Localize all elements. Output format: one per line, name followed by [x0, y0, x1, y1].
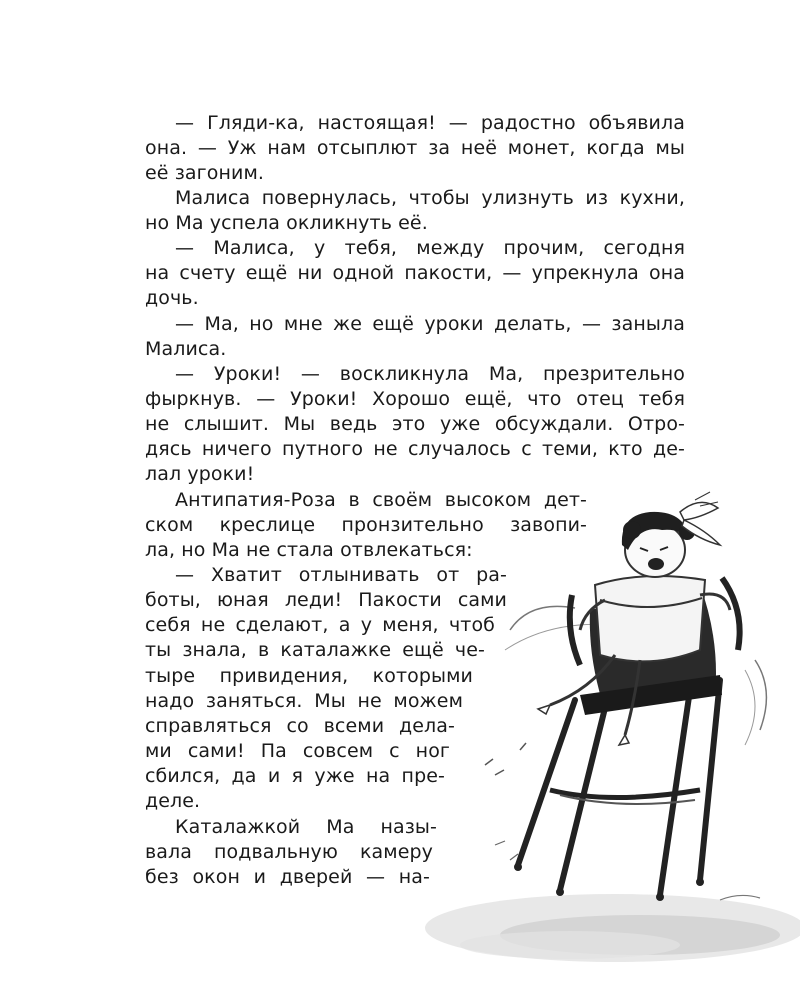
- text-line: дочь.: [145, 287, 199, 309]
- text-line: — Хватит отлынивать от ра-: [175, 564, 507, 586]
- text-line: лал уроки!: [145, 463, 255, 485]
- text-line: — Гляди-ка, настоящая! — радостно объявила: [175, 112, 685, 134]
- text-line: на счету ещё ни одной пакости, — упрекнула она: [145, 262, 685, 284]
- text-line: тыре привидения, которыми: [145, 665, 473, 687]
- text-line: Каталажкой Ма назы-: [175, 816, 437, 838]
- text-line: боты, юная леди! Пакости сами: [145, 589, 507, 611]
- text-line: Антипатия-Роза в своём высоком дет-: [175, 489, 587, 511]
- text-line: ла, но Ма не стала отвлекаться:: [145, 539, 473, 561]
- text-line: сбился, да и я уже на пре-: [145, 765, 445, 787]
- text-line: не слышит. Мы ведь это уже обсуждали. Отро-: [145, 413, 685, 435]
- text-line: себя не сделают, а у меня, чтоб: [145, 614, 495, 636]
- text-line: надо заняться. Мы не можем: [145, 690, 463, 712]
- text-line: она. — Уж нам отсыплют за неё монет, когда мы: [145, 137, 685, 159]
- text-line: ском креслице пронзительно завопи-: [145, 514, 587, 536]
- text-line: дясь ничего путного не случалось с теми, кто де-: [145, 438, 685, 460]
- text-line: её загоним.: [145, 162, 265, 184]
- text-line: Малиса повернулась, чтобы улизнуть из кухни,: [175, 187, 685, 209]
- text-line: — Уроки! — воскликнула Ма, презрительно: [175, 363, 685, 385]
- text-line: вала подвальную камеру: [145, 841, 433, 863]
- text-line: ты знала, в каталажке ещё че-: [145, 639, 485, 661]
- text-line: — Малиса, у тебя, между прочим, сегодня: [175, 237, 685, 259]
- text-line: фыркнув. — Уроки! Хорошо ещё, что отец тебя: [145, 388, 685, 410]
- text-line: деле.: [145, 790, 201, 812]
- text-line: справляться со всеми дела-: [145, 715, 455, 737]
- text-line: без окон и дверей — на-: [145, 866, 430, 888]
- high-chair-illustration: [400, 490, 800, 1000]
- text-line: — Ма, но мне же ещё уроки делать, — заныла: [175, 313, 685, 335]
- text-line: ми сами! Па совсем с ног: [145, 740, 450, 762]
- text-line: Малиса.: [145, 338, 227, 360]
- text-line: но Ма успела окликнуть её.: [145, 212, 428, 234]
